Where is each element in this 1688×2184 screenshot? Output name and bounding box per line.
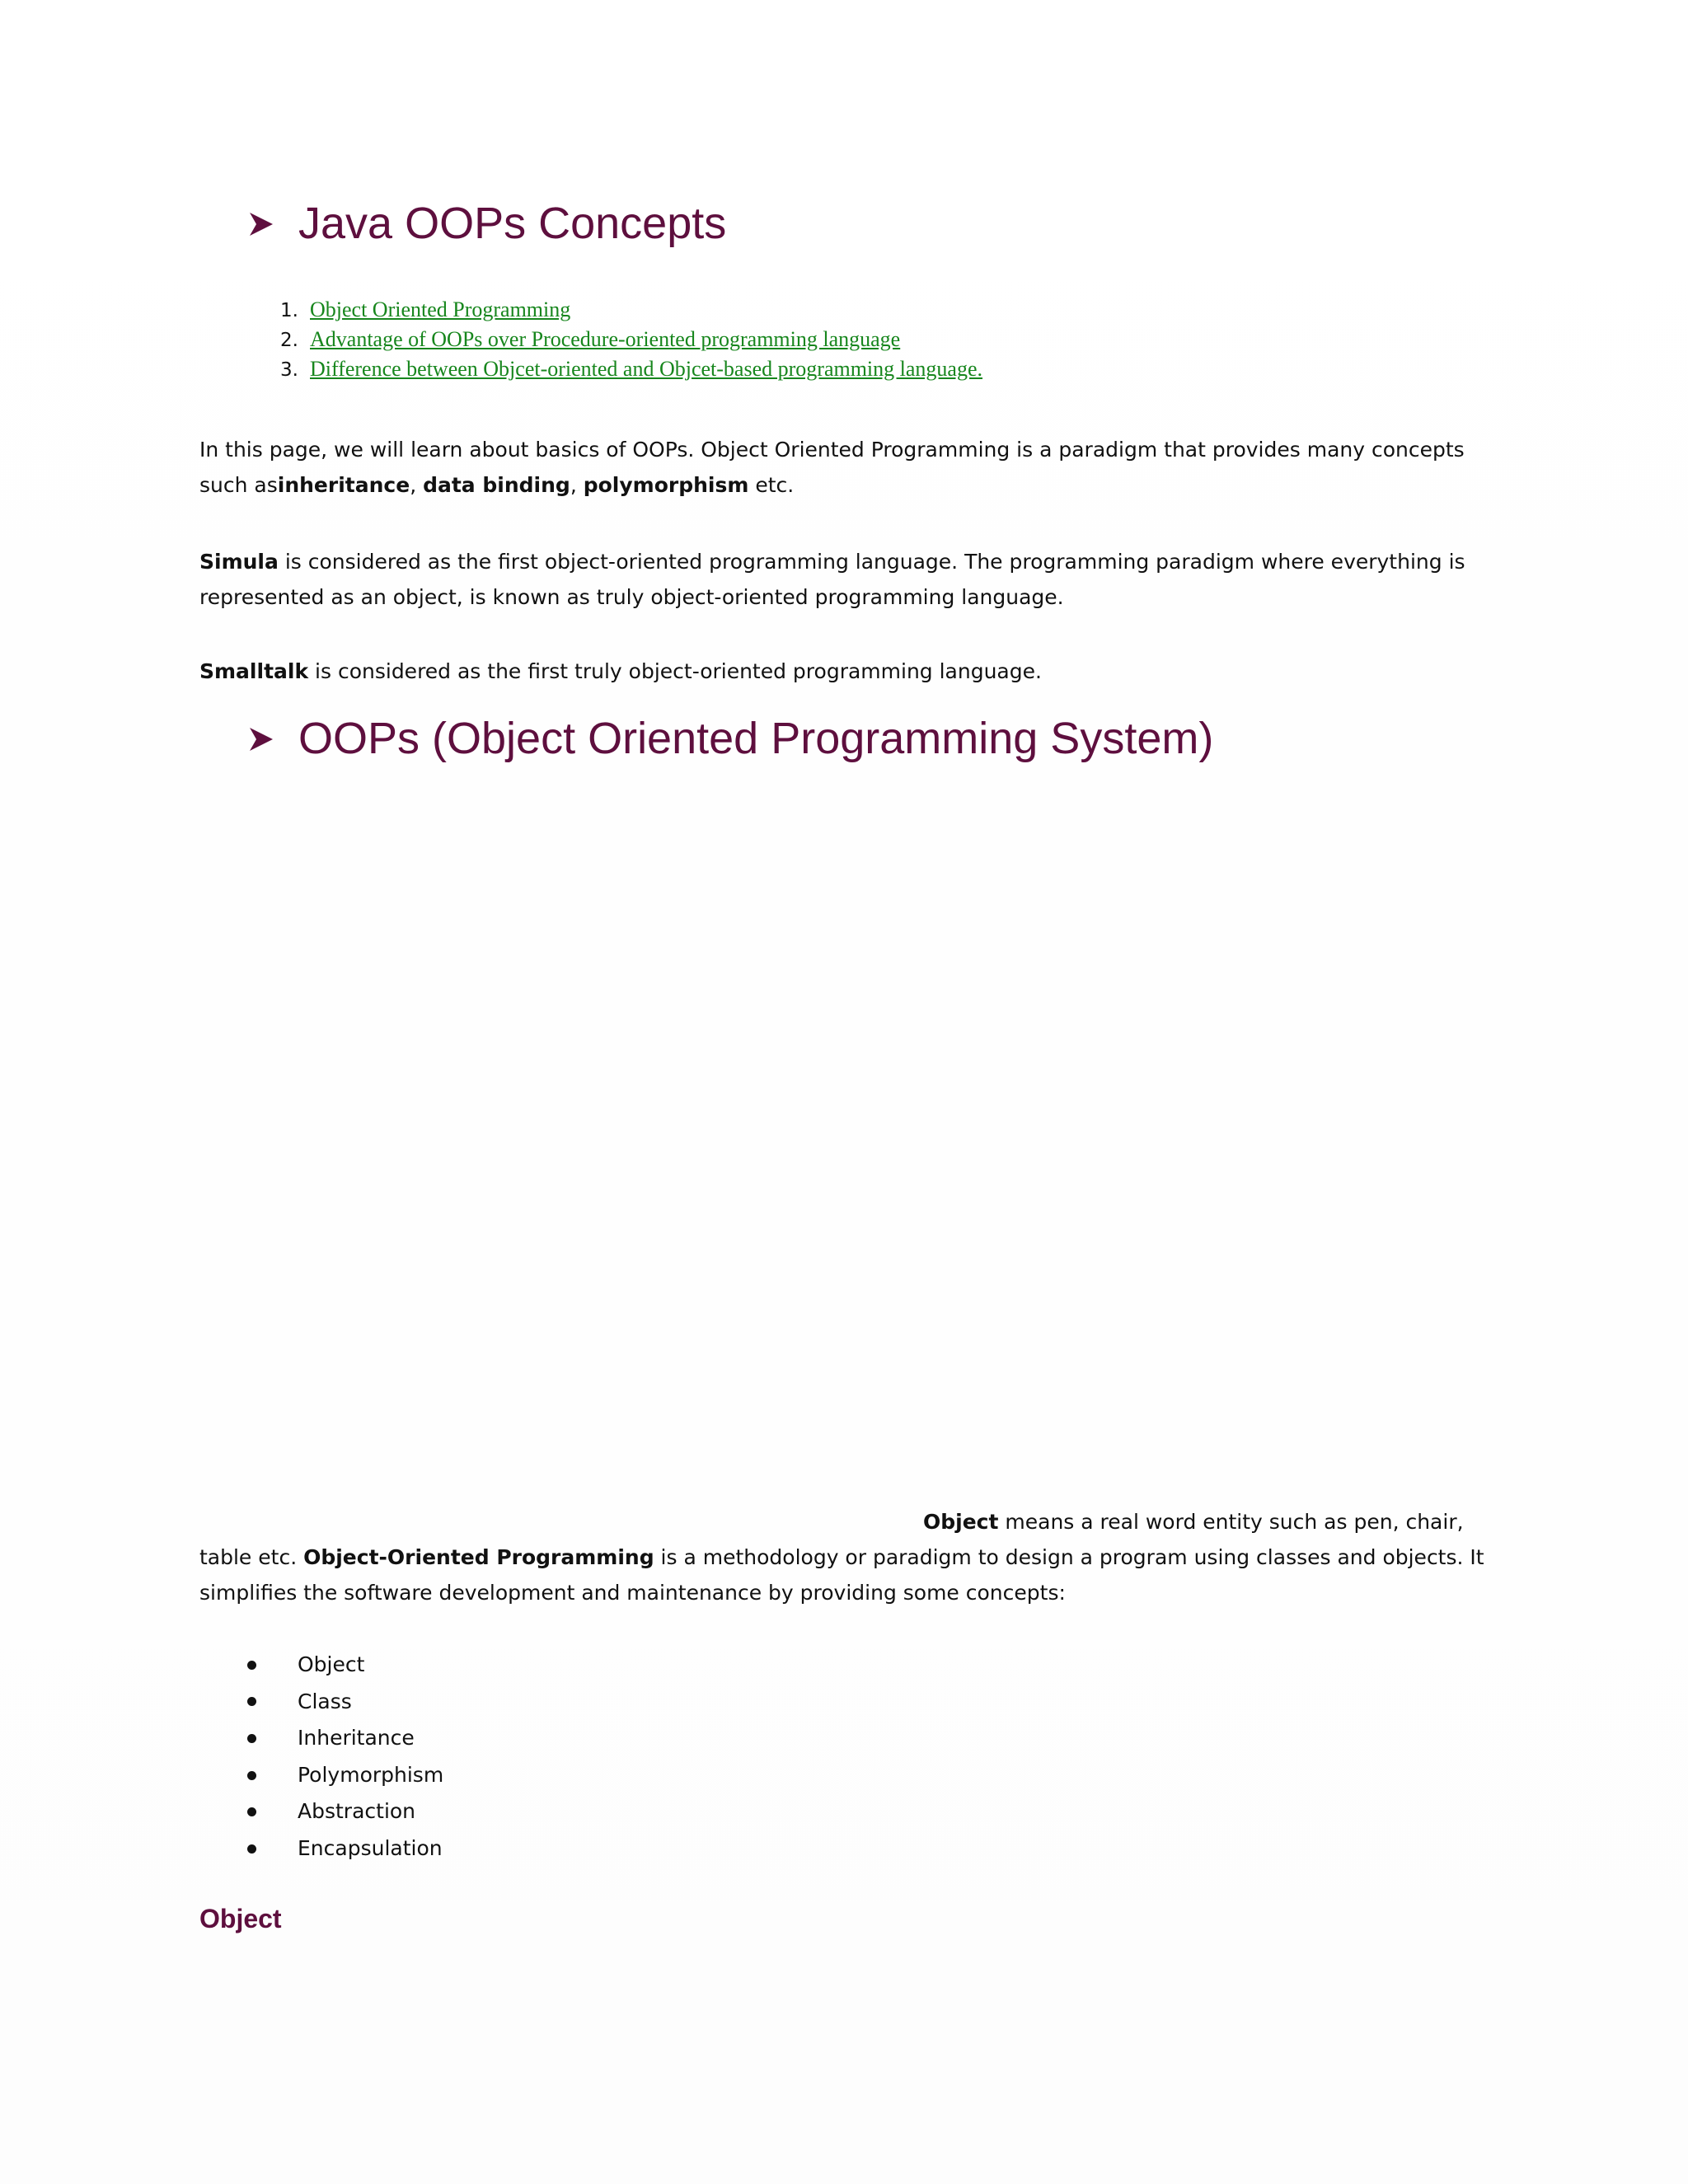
object-definition-text: means a real word entity such as pen, chair, table etc. xyxy=(199,1510,1464,1569)
term-data-binding: data binding xyxy=(423,473,570,497)
bullet-dot-icon xyxy=(247,1734,256,1743)
intro-paragraph xyxy=(199,432,1510,503)
intro-text: In this page, we will learn about basics of OOPs. Object Oriented Programming is a paradigm that provides many concepts such as xyxy=(199,438,1465,497)
toc-item xyxy=(247,354,982,384)
list-item xyxy=(247,1720,443,1757)
term-object: Object xyxy=(923,1510,999,1534)
toc-item xyxy=(247,295,982,325)
toc-number: 3. xyxy=(280,359,298,381)
concept-label: Abstraction xyxy=(298,1799,416,1824)
separator: , xyxy=(570,473,584,497)
concept-label: Encapsulation xyxy=(298,1835,443,1860)
heading-object: Object xyxy=(199,1904,282,1933)
intro-text-end: etc. xyxy=(748,473,795,497)
term-polymorphism: polymorphism xyxy=(583,473,749,497)
bullet-dot-icon xyxy=(247,1697,256,1706)
toc-item xyxy=(247,325,982,354)
concept-label: Polymorphism xyxy=(298,1762,444,1787)
toc-link-advantage-of-oops[interactable]: Advantage of OOPs over Procedure-oriented programming language xyxy=(310,327,901,351)
separator: , xyxy=(410,473,424,497)
term-simula: Simula xyxy=(199,550,279,574)
term-object-oriented-programming: Object-Oriented Programming xyxy=(303,1545,654,1569)
simula-text: is considered as the first object-oriented programming language. The programming paradigm where everything is represented as an object, is known as truly object-oriented programming language. xyxy=(199,550,1465,609)
toc-number: 1. xyxy=(280,300,298,321)
concept-label: Inheritance xyxy=(298,1726,415,1750)
bullet-dot-icon xyxy=(247,1807,256,1816)
heading-java-oops-concepts xyxy=(247,198,726,249)
table-of-contents xyxy=(247,295,982,384)
toc-link-object-oriented-programming[interactable]: Object Oriented Programming xyxy=(310,298,571,321)
smalltalk-paragraph xyxy=(199,654,1510,689)
term-inheritance: inheritance xyxy=(277,473,410,497)
toc-number: 2. xyxy=(280,330,298,351)
list-item xyxy=(247,1830,443,1868)
smalltalk-text: is considered as the first truly object-oriented programming language. xyxy=(308,659,1042,683)
list-item xyxy=(247,1757,443,1794)
arrow-bullet-icon xyxy=(247,713,275,764)
concepts-list xyxy=(247,1647,443,1868)
oop-definition-text: is a methodology or paradigm to design a program using classes and objects. It simplifies the software development and maintenance by providing some concepts: xyxy=(199,1545,1484,1605)
bullet-dot-icon xyxy=(247,1844,256,1854)
heading-text: OOPs (Object Oriented Programming System) xyxy=(298,714,1214,763)
list-item xyxy=(247,1793,443,1830)
heading-oops-system xyxy=(247,713,1213,764)
list-item xyxy=(247,1684,443,1721)
heading-text: Java OOPs Concepts xyxy=(298,199,727,248)
object-definition-paragraph xyxy=(199,1504,1510,1610)
simula-paragraph xyxy=(199,544,1510,615)
arrow-bullet-icon xyxy=(247,198,275,249)
toc-link-difference-object-oriented-based[interactable]: Difference between Objcet-oriented and Objcet-based programming language. xyxy=(310,357,983,381)
concept-label: Object xyxy=(298,1652,365,1676)
blank-image-area xyxy=(199,775,1485,1483)
list-item xyxy=(247,1647,443,1684)
term-smalltalk: Smalltalk xyxy=(199,659,309,683)
bullet-dot-icon xyxy=(247,1661,256,1670)
concept-label: Class xyxy=(298,1689,352,1713)
bullet-dot-icon xyxy=(247,1771,256,1780)
